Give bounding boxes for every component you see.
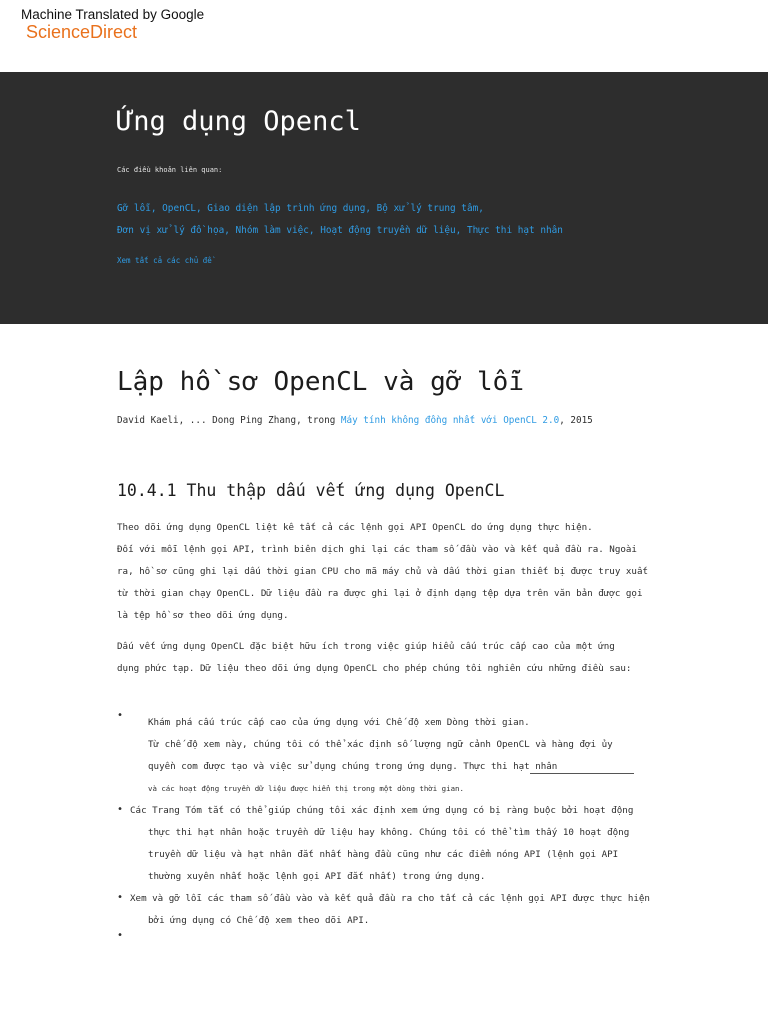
bullet-line: Từ chế độ xem này, chúng tôi có thể xác định số lượng ngữ cảnh OpenCL và hàng đợi ủy: [148, 739, 613, 750]
sciencedirect-logo[interactable]: ScienceDirect: [26, 22, 138, 42]
paragraph-line: từ thời gian chạy OpenCL. Dữ liệu đầu ra được ghi lại ở định dạng tệp dựa trên văn bản được gọi: [117, 588, 643, 599]
bullet-marker: •: [117, 710, 124, 721]
bullet-line: thực thi hạt nhân hoặc truyền dữ liệu hay không. Chúng tôi có thể tìm thấy 10 hoạt động: [148, 827, 630, 838]
machine-translated-label: Machine Translated by Google: [21, 7, 205, 22]
chapter-title: Lập hồ sơ OpenCL và gỡ lỗi: [117, 367, 524, 397]
paragraph-line: Đối với mỗi lệnh gọi API, trình biên dịch ghi lại các tham số đầu vào và kết quả đầu ra. Ngoài: [117, 544, 637, 555]
underline-rule: [530, 773, 634, 774]
bullet-line: Xem và gỡ lỗi các tham số đầu vào và kết quả đầu ra cho tất cả các lệnh gọi API được thực hiện: [130, 893, 650, 904]
paragraph: [117, 636, 631, 680]
bullet-line: thường xuyên nhất hoặc lệnh gọi API đắt nhất) trong ứng dụng.: [148, 871, 486, 882]
paragraph-line: Theo dõi ứng dụng OpenCL liệt kê tất cả các lệnh gọi API OpenCL do ứng dụng thực hiện.: [117, 522, 593, 533]
section-title: 10.4.1 Thu thập dấu vết ứng dụng OpenCL: [117, 481, 505, 500]
bullet-marker: •: [117, 804, 124, 815]
bullet-line: quyền com được tạo và việc sử dụng chúng trong ứng dụng. Thực thi hạt nhân: [148, 761, 558, 772]
related-terms-label: Các điều khoản liên quan:: [117, 166, 223, 174]
bullet-line: và các hoạt động truyền dữ liệu được hiển thị trong một dòng thời gian.: [148, 784, 464, 793]
paragraph-line: Dấu vết ứng dụng OpenCL đặc biệt hữu ích trong việc giúp hiểu cấu trúc cấp cao của một ứng: [117, 641, 615, 652]
bullet-line: bởi ứng dụng có Chế độ xem theo dõi API.: [148, 915, 370, 926]
bullet-marker: •: [117, 892, 124, 903]
chapter-byline: [117, 415, 593, 426]
bullet-line: Các Trang Tóm tắt có thể giúp chúng tôi xác định xem ứng dụng có bị ràng buộc bởi hoạt động: [130, 805, 634, 816]
bullet-line: Khám phá cấu trúc cấp cao của ứng dụng với Chế độ xem Dòng thời gian.: [148, 717, 530, 728]
bullet-marker: •: [117, 930, 124, 941]
related-topics-line[interactable]: Đơn vị xử lý đồ họa, Nhóm làm việc, Hoạt động truyền dữ liệu, Thực thi hạt nhân: [117, 225, 563, 236]
paragraph: [117, 517, 648, 627]
paragraph-line: ra, hồ sơ cũng ghi lại dấu thời gian CPU cho mã máy chủ và dấu thời gian thiết bị được truy xuất: [117, 566, 649, 577]
year: , 2015: [559, 415, 593, 426]
related-topics-line[interactable]: Gỡ lỗi, OpenCL, Giao diện lập trình ứng dụng, Bộ xử lý trung tâm,: [117, 203, 484, 214]
related-topics: [117, 198, 563, 242]
paragraph-line: dụng phức tạp. Dữ liệu theo dõi ứng dụng OpenCL cho phép chúng tôi nghiên cứu những điều sau:: [117, 663, 632, 674]
bullet-line: truyền dữ liệu và hạt nhân đắt nhất hàng đầu cũng như các điểm nóng API (lệnh gọi API: [148, 849, 619, 860]
top-bar: [0, 0, 768, 72]
book-link[interactable]: Máy tính không đồng nhất với OpenCL 2.0: [340, 415, 560, 426]
paragraph-line: là tệp hồ sơ theo dõi ứng dụng.: [117, 610, 289, 621]
authors: David Kaeli, ... Dong Ping Zhang, trong: [117, 415, 341, 426]
topic-header: [0, 72, 768, 324]
see-all-topics-link[interactable]: Xem tất cả các chủ đề: [117, 256, 212, 265]
topic-title: Ứng dụng Opencl: [117, 106, 361, 137]
